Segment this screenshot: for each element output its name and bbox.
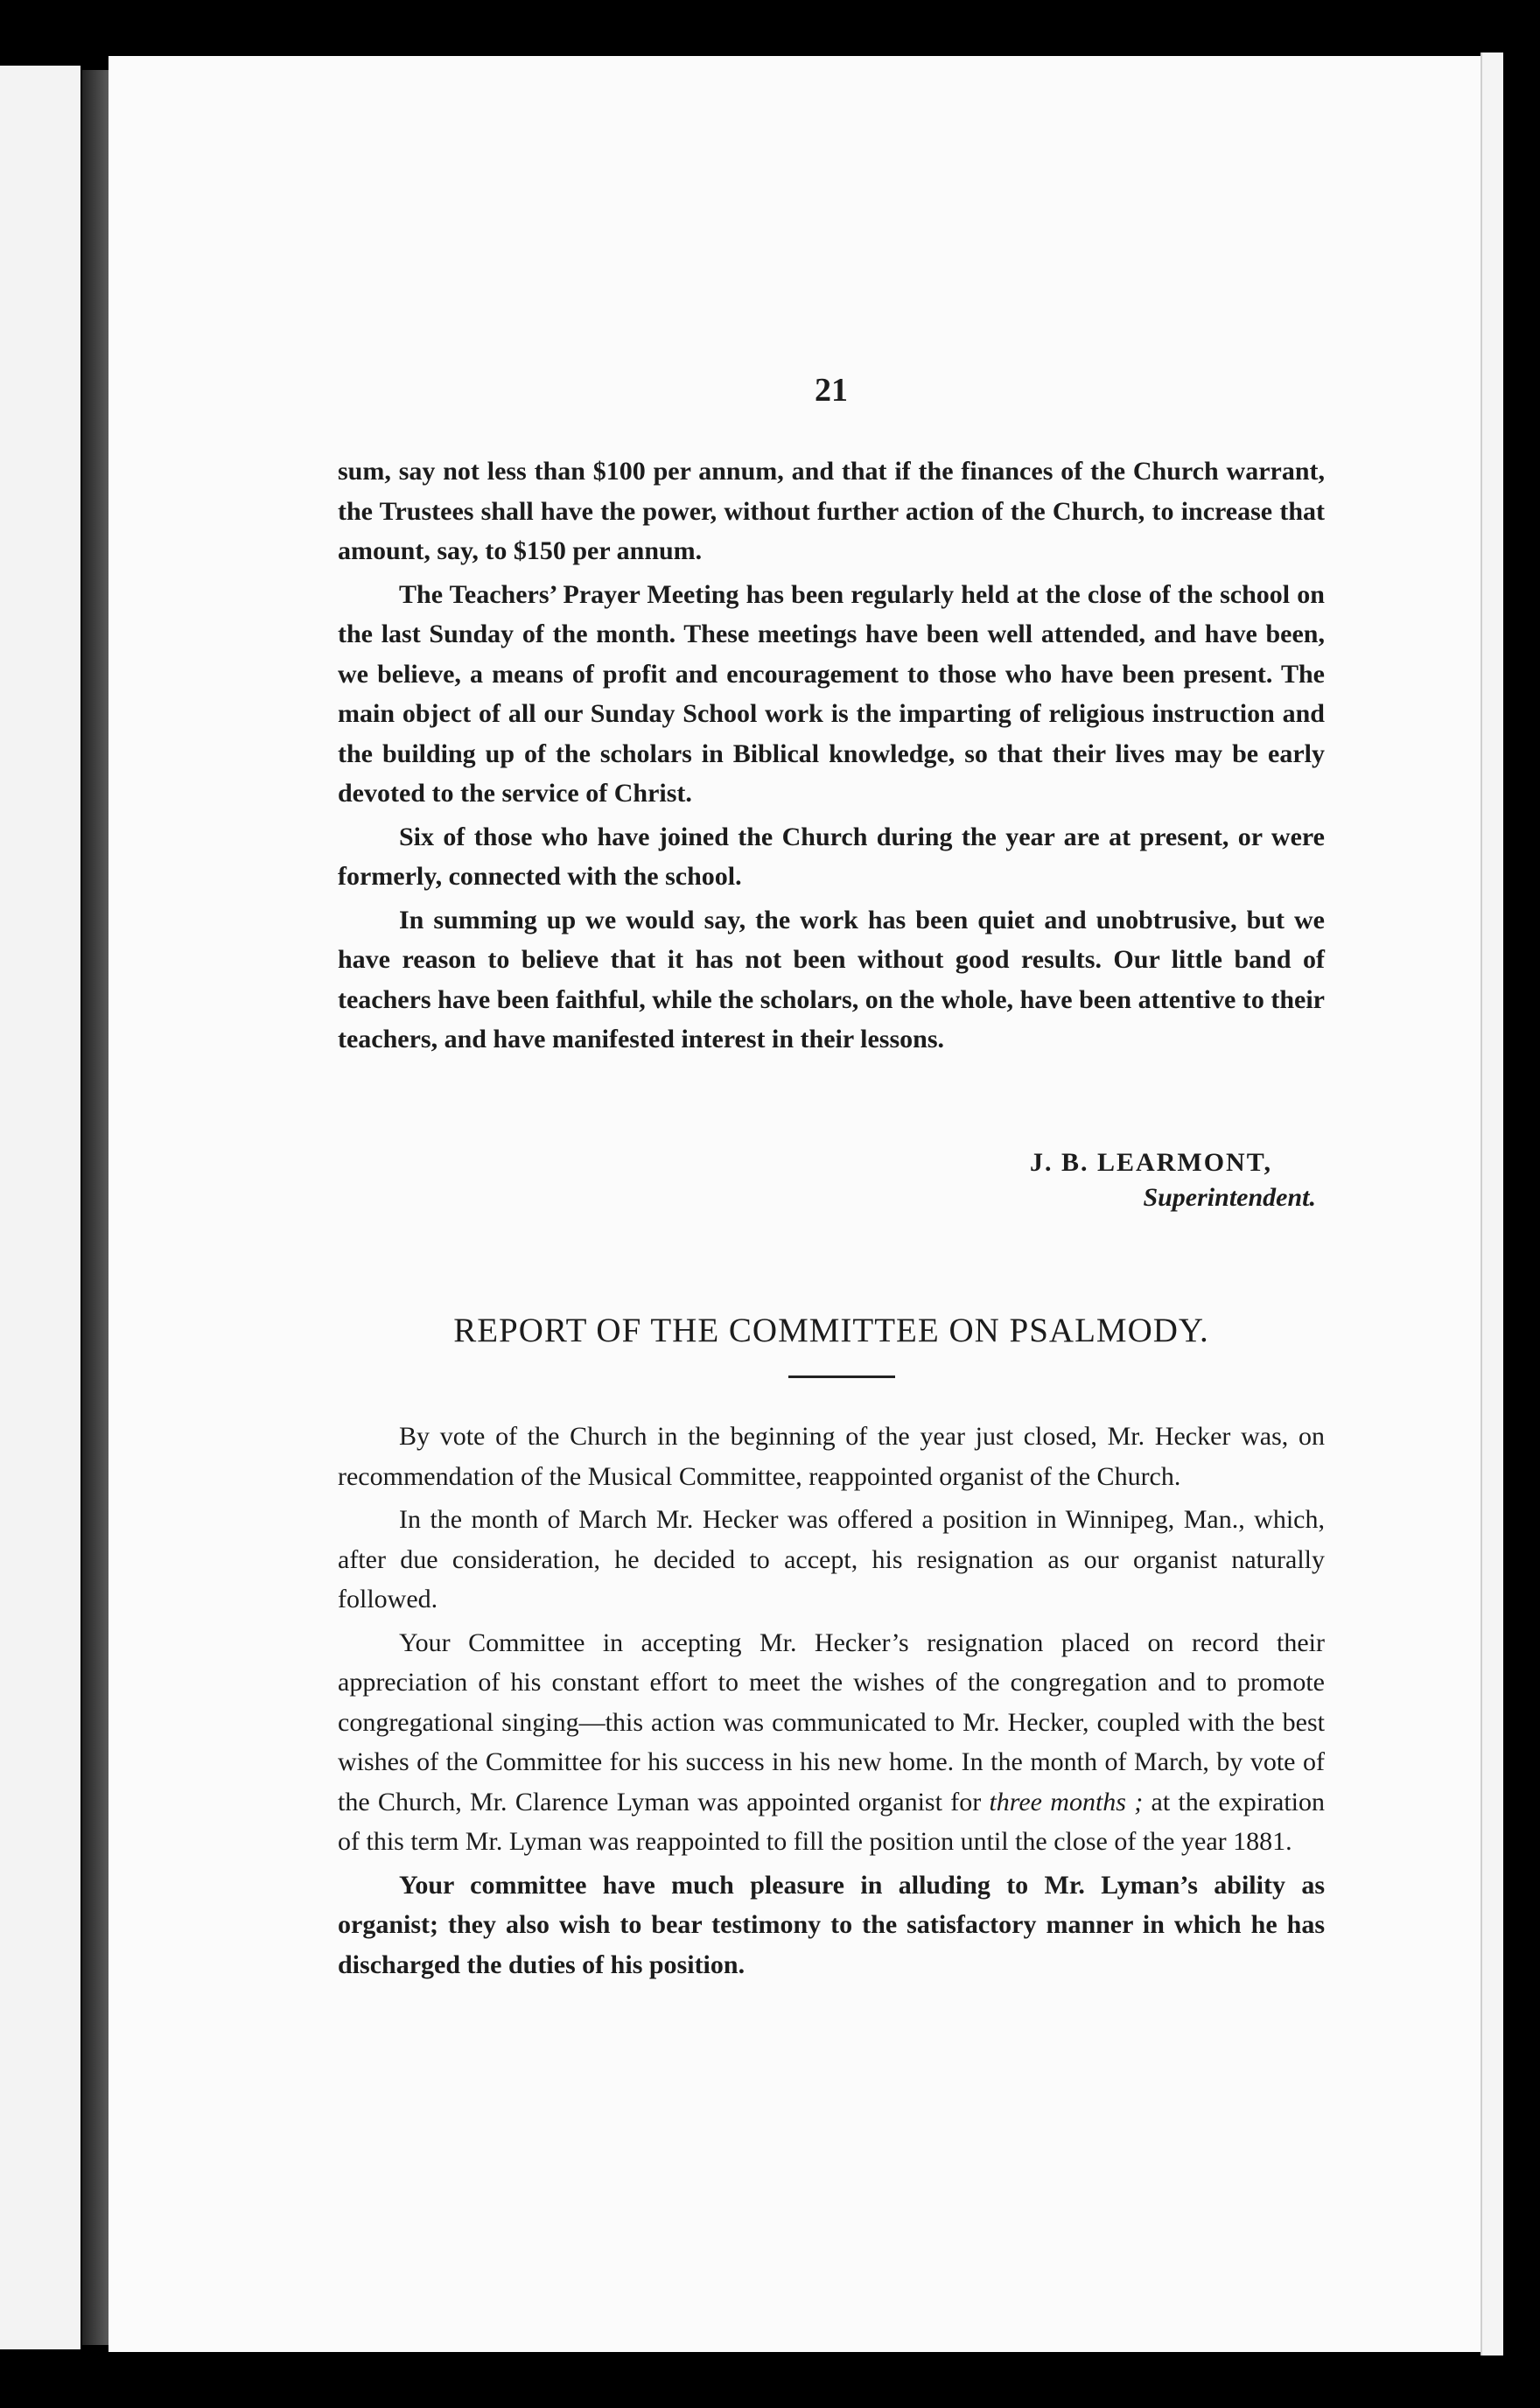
- page-fore-edge: [1480, 52, 1503, 2356]
- psalmody-paragraph-3-end: at the expiration of this term Mr. Lyman was reappointed to fill the position until the close of the year 1881.: [338, 1787, 1326, 1856]
- paragraph-4: In summing up we would say, the work has been quiet and unobtrusive, but we have reason to believe that it has not been without good results. Our little band of teachers have been faithful, while the scholars, on the whole, have been attentive to their teachers, and have manifested interest in their lessons.: [338, 905, 1325, 1054]
- page-number: 21: [815, 372, 848, 409]
- psalmody-paragraph-4: Your committee have much pleasure in alluding to Mr. Lyman’s ability as organist; they also wish to bear testimony to the satisfactory manner in which he has discharged the duties of his position.: [338, 1870, 1325, 1979]
- heading-rule: [788, 1376, 895, 1378]
- psalmody-report: [338, 1417, 1325, 1984]
- paragraph-2: The Teachers’ Prayer Meeting has been regularly held at the close of the school on the last Sunday of the month. These meetings have been well attended, and have been, we believe, a means of profit and encouragement to those who have been present. The main object of all our Sunday School work is the imparting of religious instruction and the building up of the scholars in Biblical knowledge, so that their lives may be early devoted to the service of Christ.: [338, 579, 1325, 808]
- section-heading: REPORT OF THE COMMITTEE ON PSALMODY.: [453, 1312, 1209, 1349]
- paragraph-1: sum, say not less than $100 per annum, and that if the finances of the Church warrant, the Trustees shall have the power, without further action of the Church, to increase that amount, say, to $150 per annum.: [338, 457, 1325, 565]
- psalmody-paragraph-3: [338, 1623, 1325, 1862]
- psalmody-paragraph-2: In the month of March Mr. Hecker was offered a position in Winnipeg, Man., which, after due consideration, he decided to accept, his resignation as our organist naturally followed.: [338, 1505, 1325, 1614]
- sunday-school-report-continuation: [338, 452, 1325, 1060]
- paragraph-3: Six of those who have joined the Church during the year are at present, or were formerly, connected with the school.: [338, 822, 1325, 891]
- psalmody-paragraph-3-italic: three months ;: [989, 1787, 1144, 1816]
- signature-name: J. B. LEARMONT,: [1030, 1148, 1272, 1177]
- facing-page-edge: [0, 66, 80, 2349]
- signature-block: [338, 1145, 1325, 1215]
- page-sheet: [108, 56, 1480, 2352]
- signature-title: Superintendent.: [1143, 1183, 1316, 1212]
- psalmody-paragraph-3-start: Your Committee in accepting Mr. Hecker’s resignation placed on record their appreciation of his constant effort to meet the wishes of the congregation and to promote congregational singing—this action was communicated to Mr. Hecker, coupled with the best wishes of the Committee for his success in his new home. In the month of March, by vote of the Church, Mr. Clarence Lyman was appointed organist for: [338, 1628, 1325, 1816]
- psalmody-paragraph-1: By vote of the Church in the beginning of the year just closed, Mr. Hecker was, on recommendation of the Musical Committee, reappointed organist of the Church.: [338, 1422, 1325, 1491]
- book-spine: [82, 70, 108, 2345]
